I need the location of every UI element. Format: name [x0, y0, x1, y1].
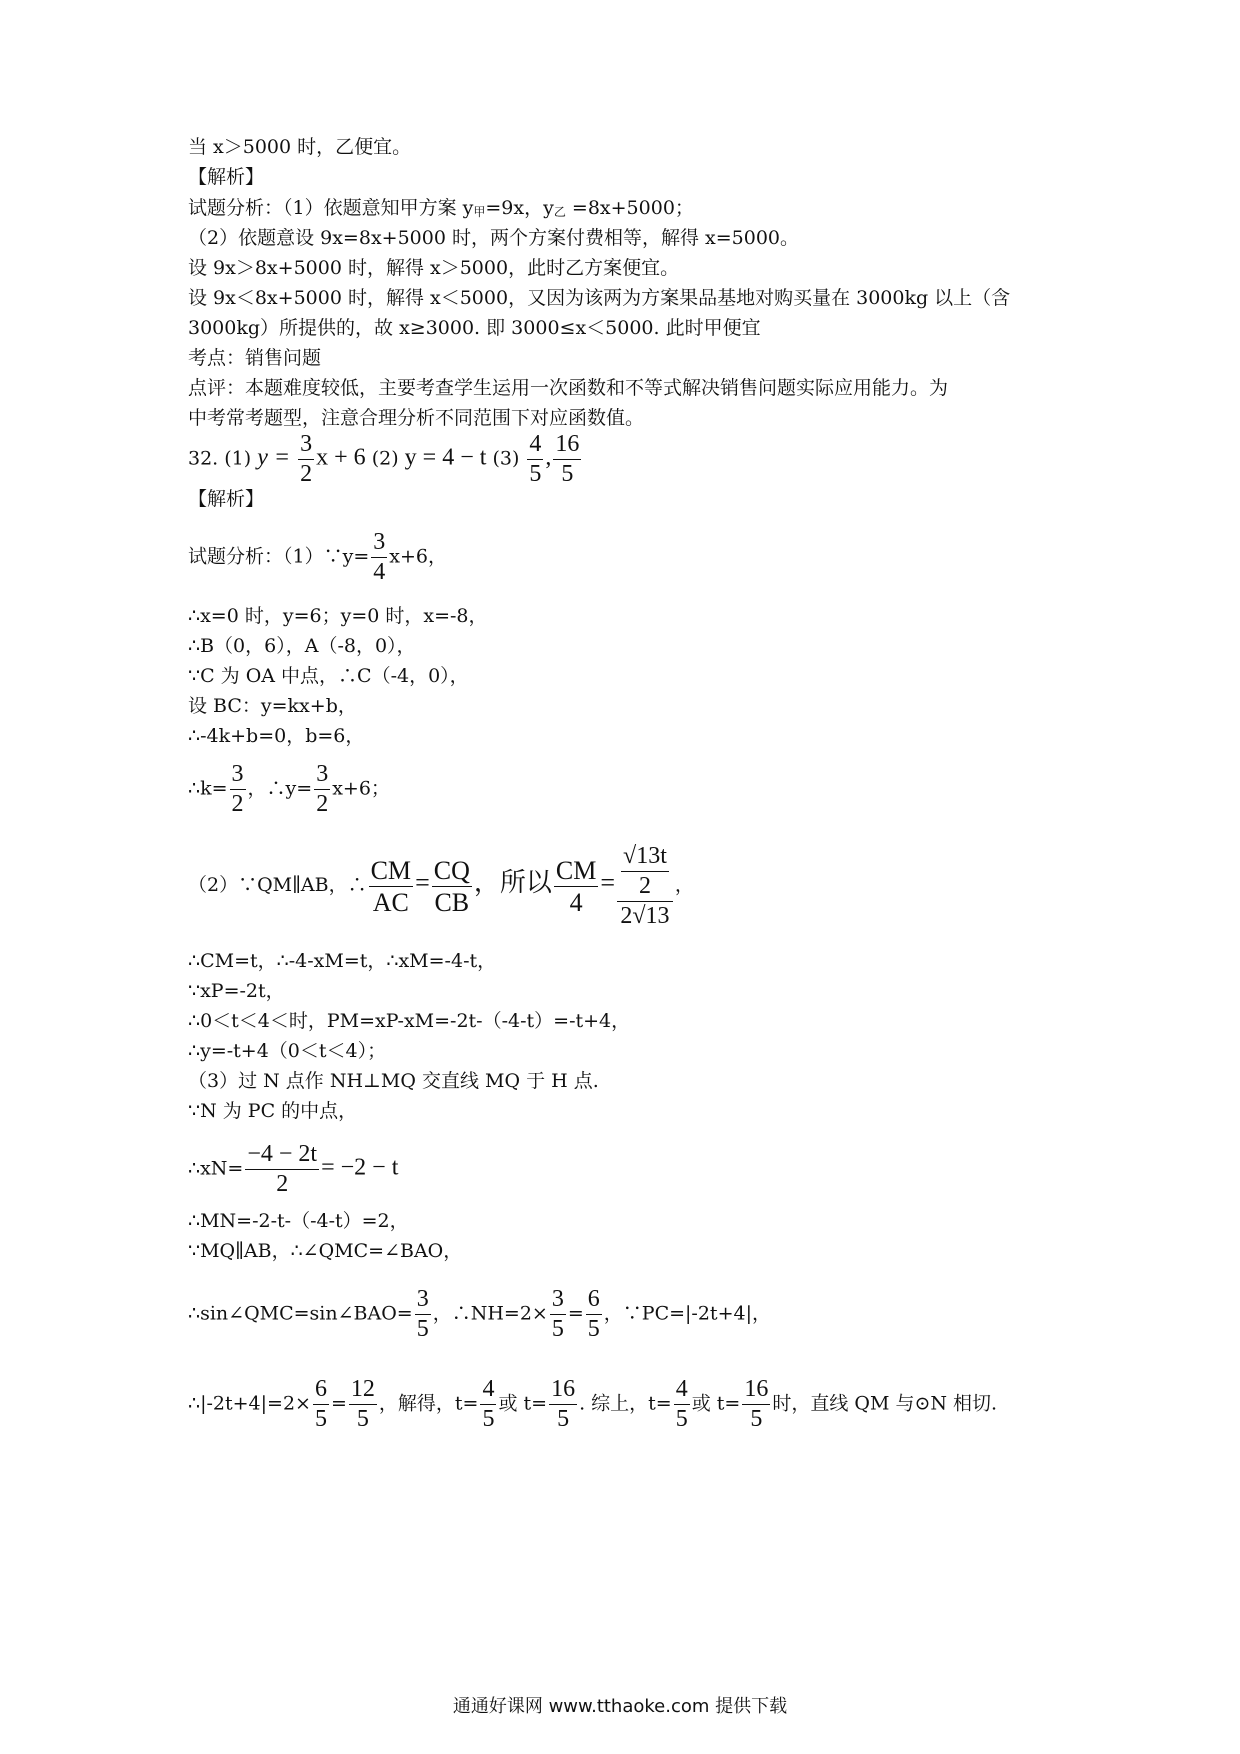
denominator: 5 — [551, 1315, 564, 1342]
text-span: ，∴NH=2× — [432, 1302, 548, 1325]
numerator — [621, 842, 669, 872]
fraction — [371, 528, 387, 587]
math-text: = — [415, 868, 430, 898]
subscript: 甲 — [473, 205, 486, 219]
text-span: = — [567, 1302, 584, 1325]
fraction — [245, 1140, 319, 1199]
text-line: 设 9x＜8x+5000 时，解得 x＜5000，又因为该两为方案果品基地对购买量在 3000kg 以上（含 — [188, 287, 1011, 309]
text-span: 或 t= — [691, 1392, 741, 1415]
numerator: 6 — [586, 1285, 602, 1315]
denominator: 2 — [316, 790, 329, 817]
math-text: = −2 − t — [321, 1154, 399, 1181]
denominator: 2 — [300, 460, 313, 487]
part-label: (1) — [224, 447, 252, 470]
text-span: （2）∵QM∥AB，∴ — [188, 874, 367, 897]
text-line — [188, 842, 694, 930]
numerator: CQ — [432, 855, 472, 887]
text-line: ∵C 为 OA 中点，∴C（-4，0）， — [188, 665, 469, 687]
text-line — [188, 760, 390, 819]
text-line: （2）依题意设 9x=8x+5000 时，两个方案付费相等，解得 x=5000。 — [188, 227, 799, 249]
fraction — [527, 430, 543, 489]
text-line: ∴y=-t+4（0＜t＜4）； — [188, 1040, 387, 1062]
fraction — [480, 1375, 496, 1434]
denominator: CB — [434, 887, 470, 917]
fraction — [674, 1375, 690, 1434]
fraction — [314, 760, 330, 819]
part-label: (2) — [371, 447, 399, 470]
denominator: 4 — [373, 558, 386, 585]
text-span: = — [330, 1392, 347, 1415]
numerator: −4 − 2t — [245, 1140, 319, 1170]
numerator — [617, 842, 673, 902]
complex-fraction — [617, 842, 673, 930]
denominator: AC — [372, 887, 409, 917]
text-line: ∵xP=-2t， — [188, 980, 285, 1002]
text-line: （3）过 N 点作 NH⊥MQ 交直线 MQ 于 H 点. — [188, 1070, 599, 1092]
numerator: 6 — [313, 1375, 329, 1405]
text-span: ∴|-2t+4|=2× — [188, 1392, 311, 1415]
radicand: 13t — [636, 843, 667, 869]
denominator — [617, 902, 673, 931]
denominator: 2 — [231, 790, 244, 817]
fraction — [415, 1285, 431, 1344]
text-line: ∴MN=-2-t-（-4-t）=2， — [188, 1210, 409, 1232]
numerator: 3 — [314, 760, 330, 790]
text-span: ∴sin∠QMC=sin∠BAO= — [188, 1302, 413, 1325]
fraction — [369, 855, 413, 918]
denominator: 5 — [482, 1405, 495, 1432]
numerator: 4 — [480, 1375, 496, 1405]
text-span: 试题分析：（1）依题意知甲方案 y — [188, 197, 474, 219]
fraction — [553, 430, 581, 489]
denominator: 5 — [314, 1405, 327, 1432]
text-line: ∵N 为 PC 的中点， — [188, 1100, 358, 1122]
text-line: 考点：销售问题 — [188, 347, 322, 369]
text-line: ∵MQ∥AB，∴∠QMC=∠BAO， — [188, 1240, 463, 1262]
fraction — [550, 1285, 566, 1344]
math-text: x + 6 — [316, 444, 366, 471]
numerator: 16 — [553, 430, 581, 460]
denominator: 2 — [638, 872, 651, 899]
fraction — [742, 1375, 770, 1434]
denominator: 5 — [416, 1315, 429, 1342]
text-line: ∴CM=t，∴-4-xM=t，∴xM=-4-t， — [188, 950, 497, 972]
text-line: 设 9x＞8x+5000 时，解得 x＞5000，此时乙方案便宜。 — [188, 257, 680, 279]
text-span: ∴xN= — [188, 1157, 244, 1180]
text-span: ， — [674, 874, 694, 897]
denominator: 4 — [569, 887, 583, 917]
denominator: 5 — [356, 1405, 369, 1432]
text-span: ∴k= — [188, 777, 228, 800]
text-span: =9x，y — [485, 197, 554, 219]
text-span: =8x+5000； — [565, 197, 694, 219]
text-line: 当 x＞5000 时，乙便宜。 — [188, 136, 412, 158]
text-line — [188, 1285, 771, 1344]
numerator: 4 — [527, 430, 543, 460]
math-text: , — [545, 444, 552, 471]
fraction — [549, 1375, 577, 1434]
coefficient: 2 — [620, 902, 633, 929]
denominator: 5 — [561, 460, 574, 487]
text-span: 试题分析：（1）∵y= — [188, 545, 370, 568]
math-text: y = 4 − t — [404, 444, 487, 471]
text-span: 或 t= — [498, 1392, 548, 1415]
text-span: ，所以 — [473, 868, 552, 898]
denominator: 5 — [529, 460, 542, 487]
denominator: 2 — [276, 1170, 289, 1197]
question-number: 32. — [188, 447, 219, 470]
text-line: 设 BC：y=kx+b， — [188, 695, 357, 717]
numerator: 12 — [349, 1375, 377, 1405]
text-span: . 综上，t= — [579, 1392, 672, 1415]
text-line: ∴B（0，6），A（-8，0）， — [188, 635, 416, 657]
numerator: 16 — [742, 1375, 770, 1405]
denominator: 5 — [557, 1405, 570, 1432]
sqrt-sign: √ — [632, 902, 646, 929]
page-footer: 通通好课网 www.tthaoke.com 提供下载 — [452, 1696, 788, 1717]
numerator: CM — [369, 855, 413, 887]
numerator: 3 — [371, 528, 387, 558]
fraction — [586, 1285, 602, 1344]
denominator: 5 — [750, 1405, 763, 1432]
text-span: ，解得，t= — [378, 1392, 479, 1415]
text-line — [188, 1140, 398, 1199]
text-span: x+6， — [389, 545, 447, 568]
text-span: ，∵PC=|-2t+4|， — [603, 1302, 771, 1325]
denominator: 5 — [675, 1405, 688, 1432]
numerator: 3 — [230, 760, 246, 790]
numerator: 16 — [549, 1375, 577, 1405]
text-span: ，∴y= — [247, 777, 313, 800]
text-line: 3000kg）所提供的，故 x≥3000. 即 3000≤x＜5000. 此时甲便宜 — [188, 317, 761, 339]
math-text: y = — [257, 444, 297, 471]
numerator: CM — [554, 855, 598, 887]
inner-fraction — [621, 842, 669, 901]
fraction — [349, 1375, 377, 1434]
numerator: 3 — [298, 430, 314, 460]
math-text: = — [600, 868, 616, 898]
section-heading: 【解析】 — [188, 166, 265, 188]
fraction — [554, 855, 598, 918]
part-label: (3) — [492, 447, 520, 470]
text-span: 时，直线 QM 与⊙N 相切. — [772, 1392, 998, 1415]
radicand: 13 — [645, 902, 670, 929]
text-span: x+6； — [332, 777, 390, 800]
text-line — [188, 197, 694, 220]
section-heading: 【解析】 — [188, 488, 265, 510]
fraction — [230, 760, 246, 819]
answer-32 — [188, 430, 583, 489]
fraction — [298, 430, 314, 489]
text-line: ∴-4k+b=0，b=6， — [188, 725, 365, 747]
text-line — [188, 528, 447, 587]
subscript: 乙 — [553, 205, 566, 219]
text-line: 中考常考题型，注意合理分析不同范围下对应函数值。 — [188, 407, 645, 429]
text-line: 点评：本题难度较低，主要考查学生运用一次函数和不等式解决销售问题实际应用能力。为 — [188, 377, 949, 399]
numerator: 4 — [674, 1375, 690, 1405]
denominator: 5 — [587, 1315, 600, 1342]
numerator: 3 — [550, 1285, 566, 1315]
fraction — [313, 1375, 329, 1434]
text-line — [188, 1375, 997, 1434]
numerator: 3 — [415, 1285, 431, 1315]
fraction — [432, 855, 472, 918]
text-line: ∴x=0 时，y=6；y=0 时，x=-8， — [188, 605, 488, 627]
text-line: ∴0＜t＜4＜时，PM=xP-xM=-2t-（-4-t）=-t+4， — [188, 1010, 631, 1032]
sqrt-sign: √ — [623, 843, 637, 869]
